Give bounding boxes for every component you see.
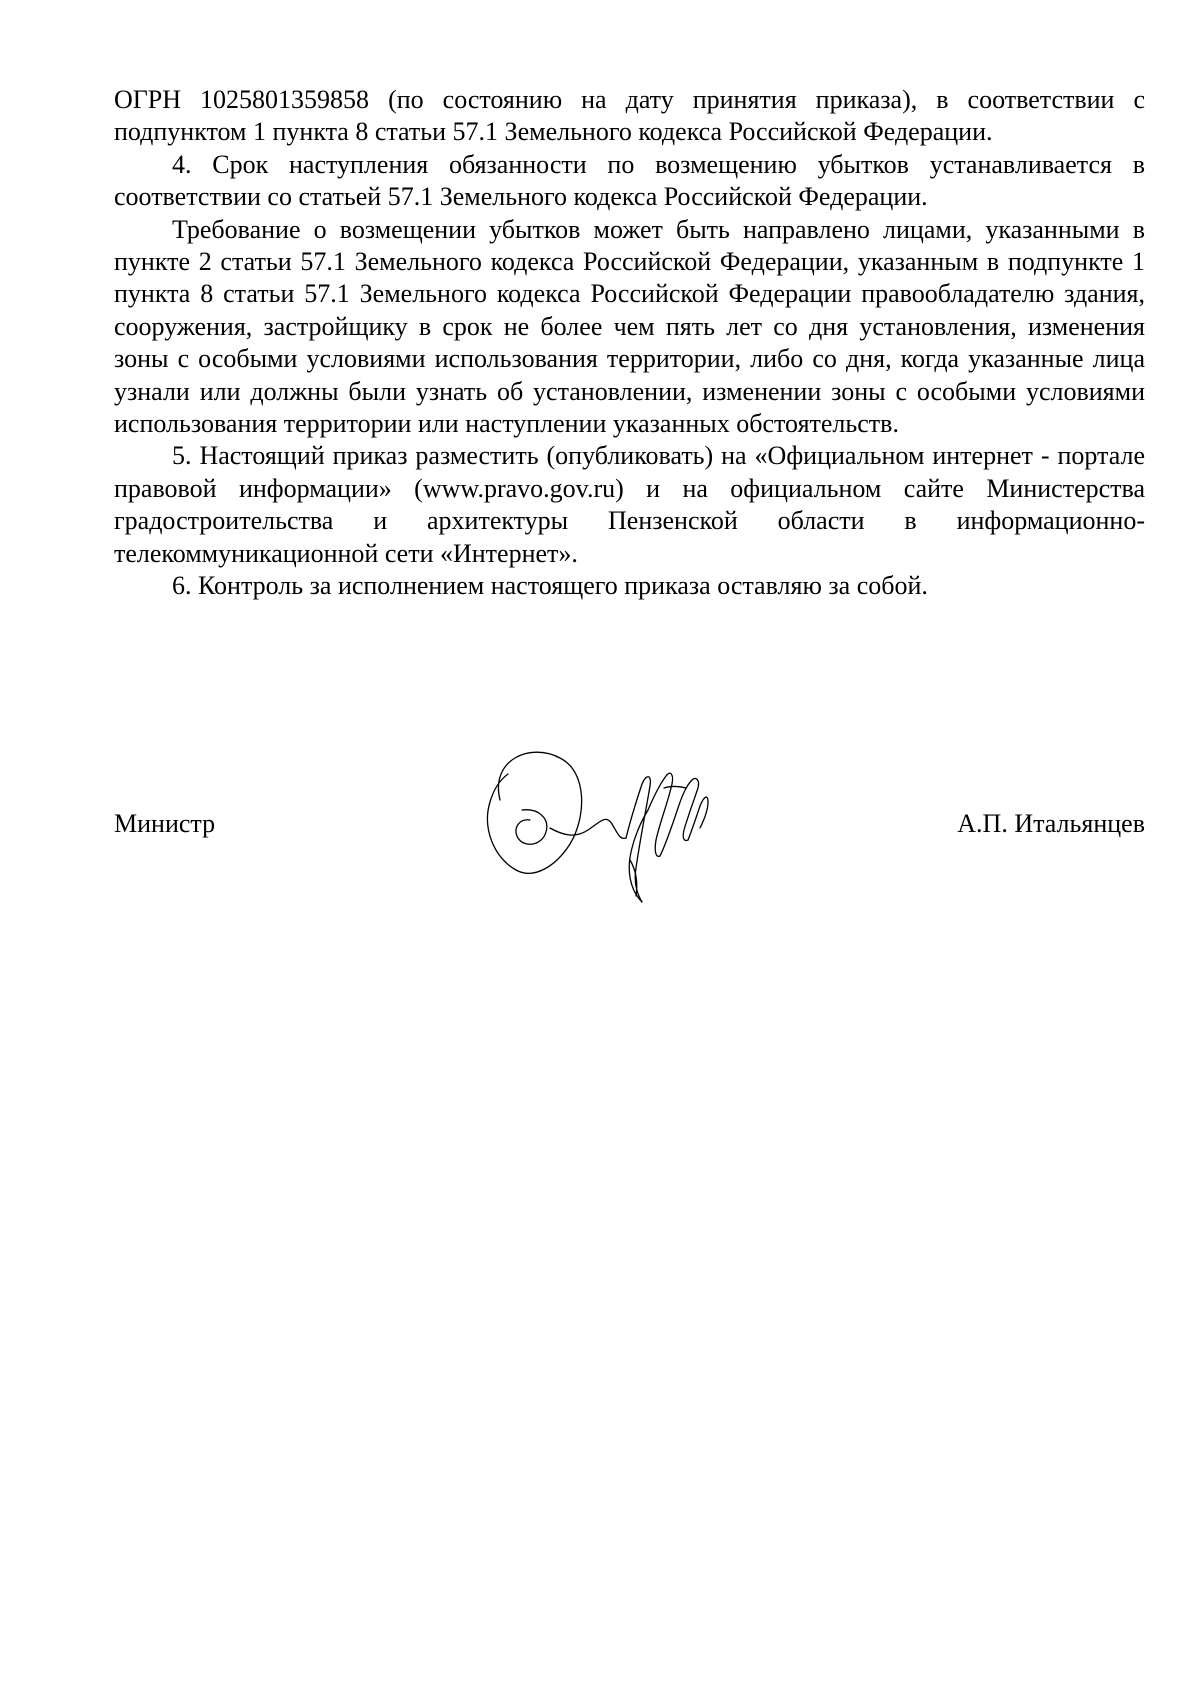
- paragraph-item-6: 6. Контроль за исполнением настоящего приказа оставляю за собой.: [172, 571, 928, 601]
- document-body: [114, 84, 1145, 603]
- signatory-position: Министр: [114, 809, 216, 838]
- paragraph-ogrn-continuation: ОГРН 1025801359858 (по состоянию на дату принятия приказа), в соответствии с подпунктом 1 пункта 8 статьи 57.1 Земельного кодекса Российской Федерации.: [114, 85, 1145, 147]
- paragraph-claim-requirement: Требование о возмещении убытков может быть направлено лицами, указанными в пункте 2 статьи 57.1 Земельного кодекса Российской Федерации, указанным в подпункте 1 пункта 8 статьи 57.1 Земельного кодекса Российской Федерации правообладателю здания, сооружения, застройщику в срок не более чем пять лет со дня установления, изменения зоны с особыми условиями использования территории, либо со дня, когда указанные лица узнали или должны были узнать об установлении, изменении зоны с особыми условиями использования территории или наступлении указанных обстоятельств.: [114, 214, 1145, 439]
- handwritten-signature: [460, 740, 740, 920]
- paragraph-item-4: 4. Срок наступления обязанности по возмещению убытков устанавливается в соответствии со статьей 57.1 Земельного кодекса Российской Федерации.: [114, 149, 1145, 212]
- signatory-name: А.П. Итальянцев: [957, 809, 1145, 838]
- paragraph-item-5: 5. Настоящий приказ разместить (опубликовать) на «Официальном интернет - портале правовой информации» (www.pravo.gov.ru) и на официальном сайте Министерства градостроительства и архитектуры Пензенской области в информационно-телекоммуникационной сети «Интернет».: [114, 441, 1145, 568]
